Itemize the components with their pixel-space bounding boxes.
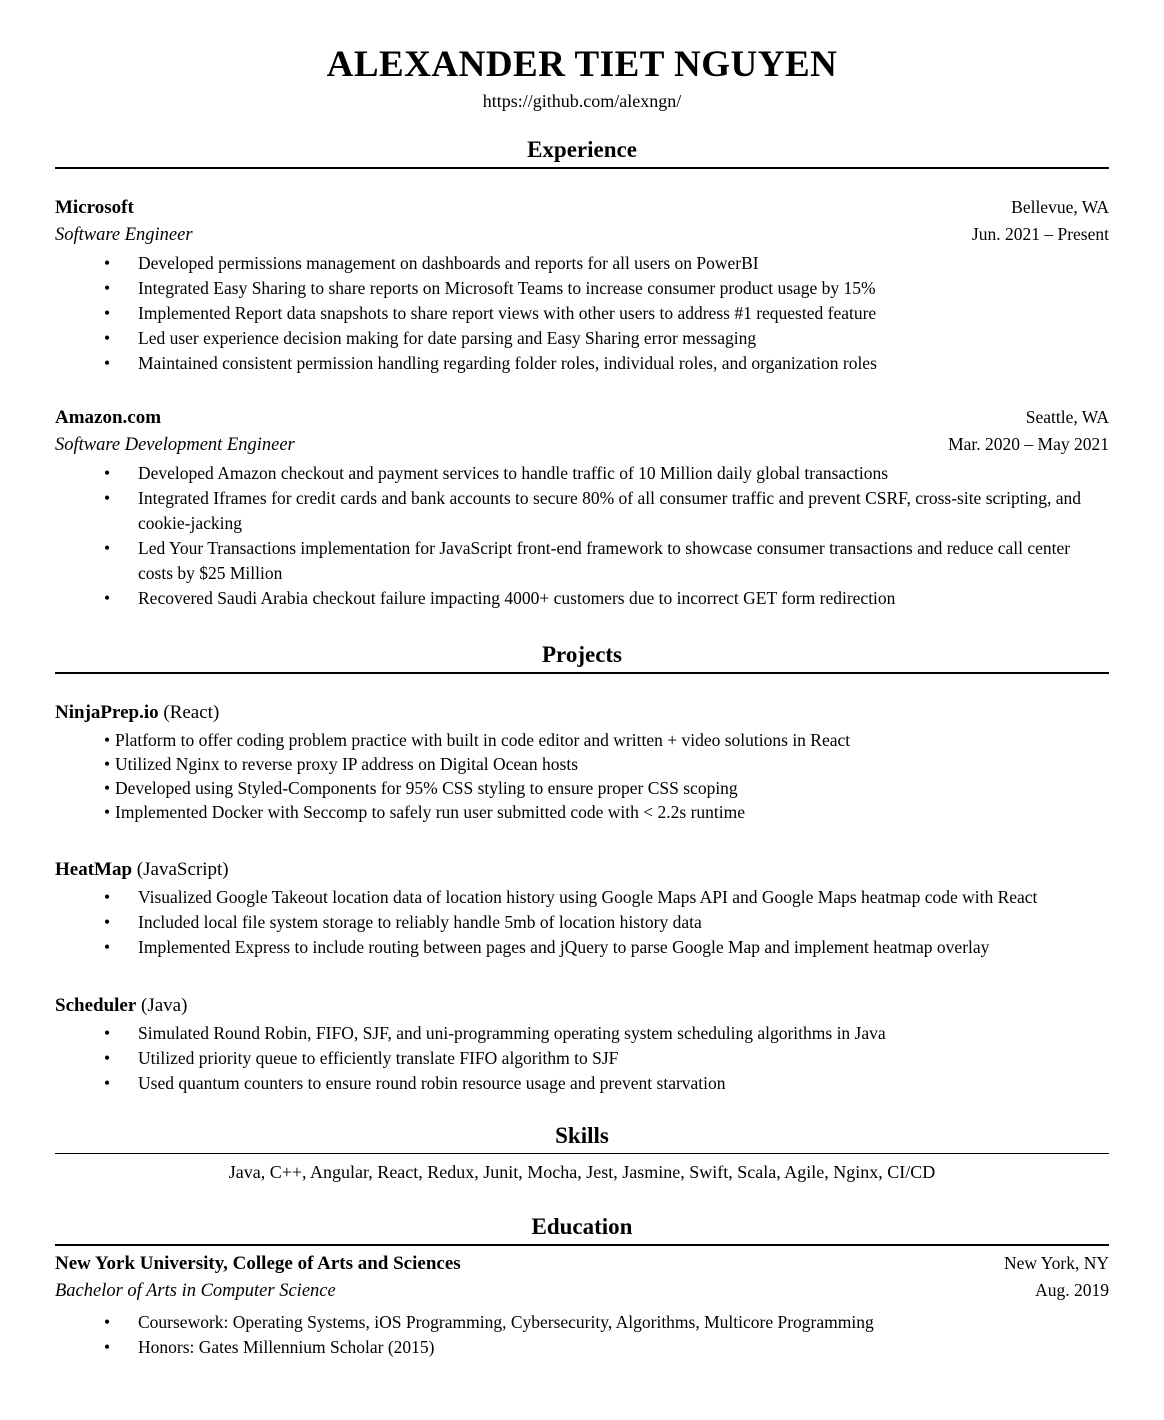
project-title-row bbox=[55, 858, 1109, 882]
project-bullet: • Implemented Docker with Seccomp to safely run user submitted code with < 2.2s runtime bbox=[55, 800, 1109, 824]
education-bullet: • Coursework: Operating Systems, iOS Programming, Cybersecurity, Algorithms, Multicore Programming bbox=[55, 1310, 1109, 1335]
project-heatmap bbox=[55, 858, 1109, 960]
project-tech: (Java) bbox=[141, 995, 188, 1017]
project-bullet: • Developed using Styled-Components for 95% CSS styling to ensure proper CSS scoping bbox=[55, 776, 1109, 800]
resume-header bbox=[55, 44, 1109, 112]
project-bullet: • Utilized Nginx to reverse proxy IP address on Digital Ocean hosts bbox=[55, 752, 1109, 776]
section-skills bbox=[55, 1122, 1109, 1185]
education-bullet-list bbox=[55, 1310, 1109, 1360]
school-location: New York, NY bbox=[1003, 1253, 1109, 1274]
job-bullet: • Integrated Iframes for credit cards and bank accounts to secure 80% of all consumer traffic and prevent CSRF, cross-site scripting, and cookie-jacking bbox=[55, 486, 1109, 536]
project-bullet: • Simulated Round Robin, FIFO, SJF, and uni-programming operating system scheduling algorithms in Java bbox=[55, 1021, 1109, 1046]
project-name: NinjaPrep.io bbox=[55, 702, 159, 724]
section-education bbox=[55, 1213, 1109, 1360]
job-role: Software Engineer bbox=[55, 225, 193, 246]
project-bullet: • Included local file system storage to reliably handle 5mb of location history data bbox=[55, 910, 1109, 935]
job-header-row bbox=[55, 194, 1109, 221]
school-name: New York University, College of Arts and Sciences bbox=[55, 1253, 461, 1275]
project-title-row bbox=[55, 994, 1109, 1018]
section-projects bbox=[55, 641, 1109, 1096]
job-location: Seattle, WA bbox=[1025, 407, 1109, 428]
job-bullet: • Recovered Saudi Arabia checkout failure impacting 4000+ customers due to incorrect GET form redirection bbox=[55, 586, 1109, 611]
job-bullet: • Developed Amazon checkout and payment services to handle traffic of 10 Million daily global transactions bbox=[55, 461, 1109, 486]
project-name: HeatMap bbox=[55, 859, 133, 881]
skills-title: Skills bbox=[555, 1123, 609, 1149]
project-tech: (React) bbox=[163, 702, 220, 724]
education-bullet: • Honors: Gates Millennium Scholar (2015) bbox=[55, 1335, 1109, 1360]
job-location: Bellevue, WA bbox=[1011, 197, 1109, 218]
education-title: Education bbox=[531, 1214, 633, 1240]
experience-title: Experience bbox=[527, 137, 637, 163]
job-role: Software Development Engineer bbox=[55, 435, 295, 456]
skills-rule bbox=[55, 1153, 1109, 1154]
job-bullet-list bbox=[55, 461, 1109, 611]
project-bullet-list bbox=[55, 1021, 1109, 1096]
project-bullet: • Utilized priority queue to efficiently translate FIFO algorithm to SJF bbox=[55, 1046, 1109, 1071]
graduation-date: Aug. 2019 bbox=[1035, 1280, 1109, 1301]
job-bullet: • Maintained consistent permission handling regarding folder roles, individual roles, and organization roles bbox=[55, 351, 1109, 376]
project-name: Scheduler bbox=[55, 995, 137, 1017]
company-name: Microsoft bbox=[55, 197, 134, 219]
degree-name: Bachelor of Arts in Computer Science bbox=[55, 1281, 336, 1302]
degree-row bbox=[55, 1277, 1109, 1304]
projects-title: Projects bbox=[541, 642, 623, 668]
projects-rule bbox=[55, 672, 1109, 674]
job-bullet: • Led user experience decision making for date parsing and Easy Sharing error messaging bbox=[55, 326, 1109, 351]
experience-rule bbox=[55, 167, 1109, 169]
job-amazon bbox=[55, 404, 1109, 611]
job-role-row bbox=[55, 221, 1109, 248]
job-dates: Jun. 2021 – Present bbox=[971, 224, 1109, 245]
project-bullet-list bbox=[55, 728, 1109, 824]
skills-list: Java, C++, Angular, React, Redux, Junit, Mocha, Jest, Jasmine, Swift, Scala, Agile, Nginx, CI/CD bbox=[228, 1162, 936, 1183]
company-name: Amazon.com bbox=[55, 407, 162, 429]
job-bullet-list bbox=[55, 251, 1109, 376]
project-scheduler bbox=[55, 994, 1109, 1096]
project-tech: (JavaScript) bbox=[136, 859, 229, 881]
github-url: https://github.com/alexngn/ bbox=[482, 91, 682, 112]
project-bullet: • Visualized Google Takeout location data of location history using Google Maps API and Google Maps heatmap code with React bbox=[55, 885, 1109, 910]
project-ninjaprep bbox=[55, 701, 1109, 824]
job-bullet: • Developed permissions management on dashboards and reports for all users on PowerBI bbox=[55, 251, 1109, 276]
job-bullet: • Integrated Easy Sharing to share reports on Microsoft Teams to increase consumer product usage by 15% bbox=[55, 276, 1109, 301]
project-bullet: • Used quantum counters to ensure round robin resource usage and prevent starvation bbox=[55, 1071, 1109, 1096]
job-header-row bbox=[55, 404, 1109, 431]
job-bullet: • Implemented Report data snapshots to share report views with other users to address #1 requested feature bbox=[55, 301, 1109, 326]
section-experience bbox=[55, 136, 1109, 611]
job-microsoft bbox=[55, 194, 1109, 376]
job-dates: Mar. 2020 – May 2021 bbox=[948, 434, 1109, 455]
project-bullet: • Implemented Express to include routing between pages and jQuery to parse Google Map and implement heatmap overlay bbox=[55, 935, 1109, 960]
project-bullet-list bbox=[55, 885, 1109, 960]
project-bullet: • Platform to offer coding problem practice with built in code editor and written + video solutions in React bbox=[55, 728, 1109, 752]
education-entry bbox=[55, 1250, 1109, 1360]
project-title-row bbox=[55, 701, 1109, 725]
education-rule bbox=[55, 1244, 1109, 1246]
school-header-row bbox=[55, 1250, 1109, 1277]
job-role-row bbox=[55, 431, 1109, 458]
person-name: ALEXANDER TIET NGUYEN bbox=[326, 44, 838, 85]
job-bullet: • Led Your Transactions implementation for JavaScript front-end framework to showcase consumer transactions and reduce call center costs by $25 Million bbox=[55, 536, 1109, 586]
